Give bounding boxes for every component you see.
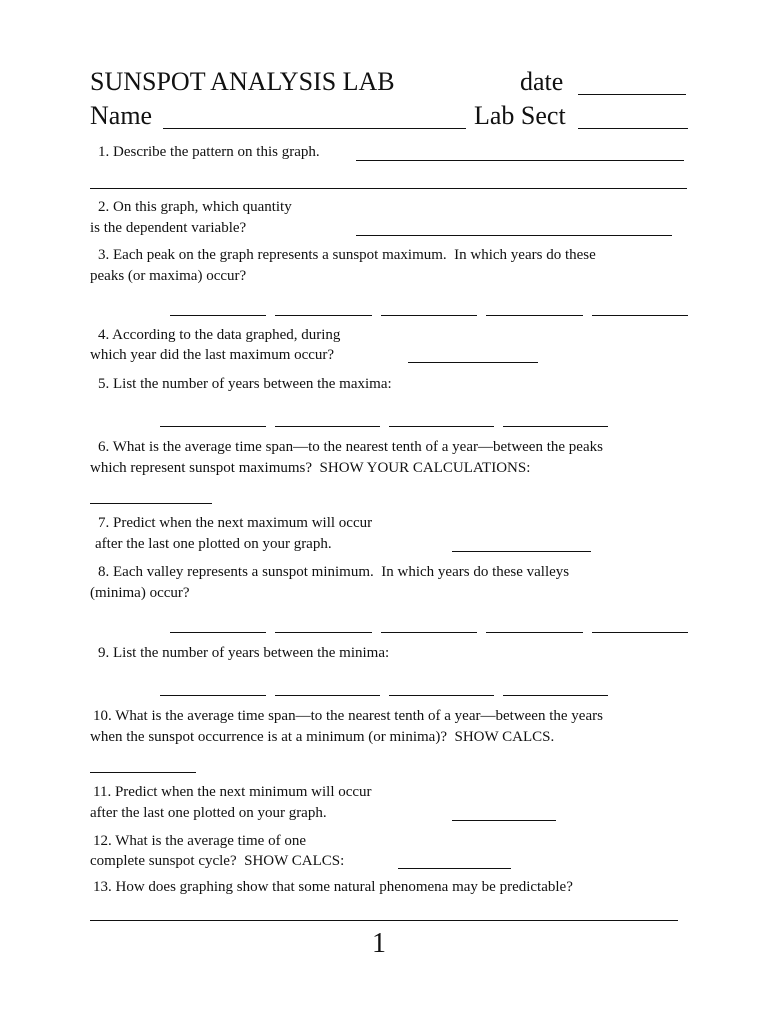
question-12-line-2: complete sunspot cycle? SHOW CALCS:	[90, 853, 345, 869]
question-10-line-1: 10. What is the average time span—to the nearest tenth of a year—between the years	[93, 708, 603, 724]
question-6-line-2: which represent sunspot maximums? SHOW YOUR CALCULATIONS:	[90, 460, 531, 476]
answer-line-8a[interactable]	[170, 632, 266, 633]
answer-line-2[interactable]	[356, 235, 672, 236]
question-1: 1. Describe the pattern on this graph.	[98, 144, 320, 160]
answer-line-1a[interactable]	[356, 160, 684, 161]
question-9: 9. List the number of years between the minima:	[98, 645, 390, 661]
answer-line-9c[interactable]	[389, 695, 494, 696]
question-3-line-1: 3. Each peak on the graph represents a sunspot maximum. In which years do these	[98, 247, 596, 263]
question-8-line-2: (minima) occur?	[90, 585, 190, 601]
name-field[interactable]	[163, 128, 466, 129]
worksheet-title: SUNSPOT ANALYSIS LAB	[90, 67, 395, 96]
date-label: date	[520, 67, 564, 96]
lab-sect-field[interactable]	[578, 128, 688, 129]
question-11-line-1: 11. Predict when the next minimum will occur	[93, 784, 372, 800]
answer-line-11[interactable]	[452, 820, 556, 821]
question-7-line-2: after the last one plotted on your graph.	[95, 536, 332, 552]
answer-line-13[interactable]	[90, 920, 678, 921]
question-8-line-1: 8. Each valley represents a sunspot minimum. In which years do these valleys	[98, 564, 570, 580]
question-6-line-1: 6. What is the average time span—to the nearest tenth of a year—between the peaks	[98, 439, 603, 455]
answer-line-5b[interactable]	[275, 426, 380, 427]
answer-line-3d[interactable]	[486, 315, 583, 316]
answer-line-3c[interactable]	[381, 315, 477, 316]
answer-line-5d[interactable]	[503, 426, 608, 427]
date-field[interactable]	[578, 94, 686, 95]
answer-line-10[interactable]	[90, 772, 196, 773]
answer-line-3a[interactable]	[170, 315, 266, 316]
name-label: Name	[90, 101, 153, 130]
answer-line-8d[interactable]	[486, 632, 583, 633]
question-4-line-1: 4. According to the data graphed, during	[98, 327, 341, 343]
answer-line-7[interactable]	[452, 551, 591, 552]
page-number: 1	[372, 928, 386, 959]
answer-line-3e[interactable]	[592, 315, 688, 316]
answer-line-5a[interactable]	[160, 426, 266, 427]
answer-line-8e[interactable]	[592, 632, 688, 633]
answer-line-8b[interactable]	[275, 632, 372, 633]
question-5: 5. List the number of years between the maxima:	[98, 376, 392, 392]
answer-line-12[interactable]	[398, 868, 511, 869]
answer-line-1b[interactable]	[90, 188, 687, 189]
answer-line-6[interactable]	[90, 503, 212, 504]
answer-line-9b[interactable]	[275, 695, 380, 696]
question-3-line-2: peaks (or maxima) occur?	[90, 268, 247, 284]
answer-line-3b[interactable]	[275, 315, 372, 316]
answer-line-9a[interactable]	[160, 695, 266, 696]
answer-line-4[interactable]	[408, 362, 538, 363]
question-12-line-1: 12. What is the average time of one	[93, 833, 306, 849]
question-7-line-1: 7. Predict when the next maximum will occur	[98, 515, 373, 531]
question-2-line-1: 2. On this graph, which quantity	[98, 199, 292, 215]
question-10-line-2: when the sunspot occurrence is at a minimum (or minima)? SHOW CALCS.	[90, 729, 555, 745]
question-11-line-2: after the last one plotted on your graph.	[90, 805, 327, 821]
question-2-line-2: is the dependent variable?	[90, 220, 247, 236]
lab-sect-label: Lab Sect	[474, 101, 566, 130]
answer-line-5c[interactable]	[389, 426, 494, 427]
question-4-line-2: which year did the last maximum occur?	[90, 347, 335, 363]
answer-line-9d[interactable]	[503, 695, 608, 696]
question-13: 13. How does graphing show that some natural phenomena may be predictable?	[93, 879, 573, 895]
answer-line-8c[interactable]	[381, 632, 477, 633]
